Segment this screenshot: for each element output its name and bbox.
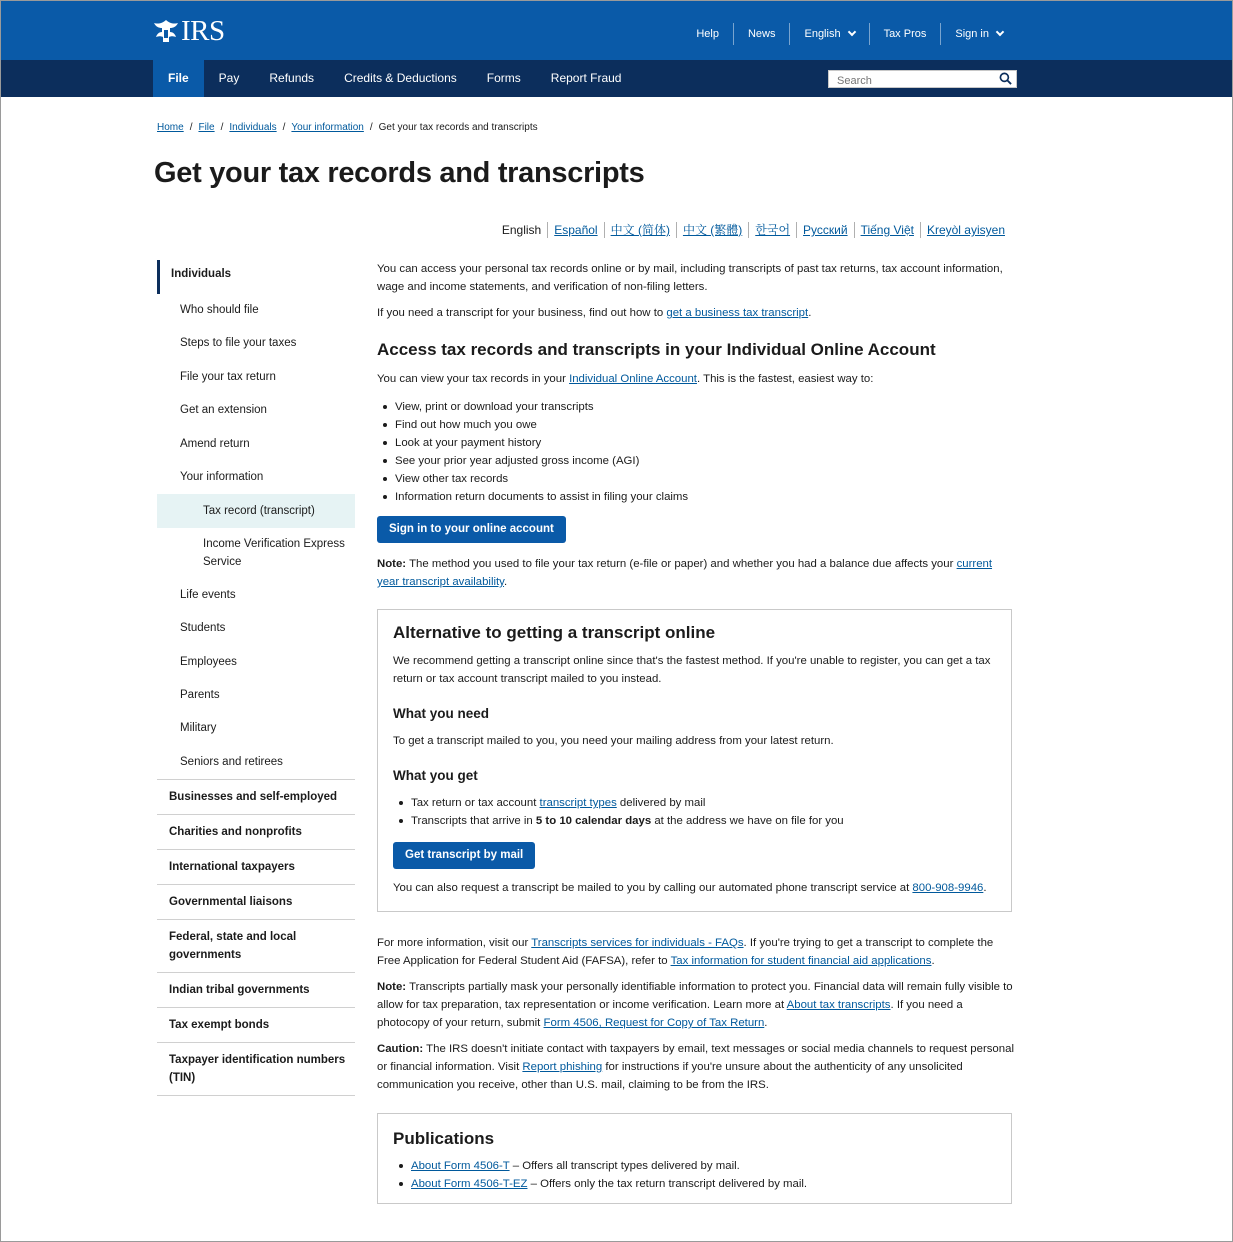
search-icon[interactable] [999,72,1012,85]
lang-chinese-simplified[interactable]: 中文 (简体) [604,222,676,238]
caution-paragraph [377,1040,1017,1094]
sidenav-steps-to-file[interactable]: Steps to file your taxes [180,337,297,350]
note2-mid: . If you need a photocopy of your return, submit [377,999,963,1029]
online-account-paragraph [377,370,1017,388]
note-label: Note: [377,558,407,570]
irs-logo[interactable] [153,17,225,45]
language-label: English [804,28,841,40]
online-account-heading: Access tax records and transcripts in your Individual Online Account [377,340,936,359]
nav-credits-deductions[interactable]: Credits & Deductions [344,71,457,85]
sidenav-who-should-file[interactable]: Who should file [180,304,259,316]
sidenav-tin[interactable]: Taxpayer identification numbers (TIN) [157,1042,355,1096]
publications-card [377,1113,1012,1204]
sidenav-amend-return[interactable]: Amend return [180,437,250,450]
intro-paragraph: You can access your personal tax records online or by mail, including transcripts of past tax returns, tax account information, wage and income statements, and verification of non-filing letters. [377,263,1003,293]
note-post: . [504,576,508,588]
caution-label: Caution: [377,1043,424,1055]
list-item [393,1157,996,1175]
breadcrumb [157,122,538,133]
what-you-get-heading: What you get [393,768,478,783]
breadcrumb-separator: / [189,122,193,133]
more-mid: . If you're trying to get a transcript to complete the Free Application for Federal Student Aid (FAFSA), refer to [377,937,994,967]
what-you-need-heading: What you need [393,706,490,721]
alternative-card [377,609,1012,912]
sidenav-get-extension[interactable]: Get an extension [180,404,267,417]
lang-chinese-traditional[interactable]: 中文 (繁體) [676,222,748,238]
sidenav-parents[interactable]: Parents [180,688,220,701]
breadcrumb-your-information[interactable]: Your information [291,122,364,133]
online-text: You can view your tax records in your [377,373,570,385]
online-post: . This is the fastest, easiest way to: [696,373,874,385]
sidenav-tribal[interactable]: Indian tribal governments [157,972,355,1007]
list-item: Information return documents to assist in filing your claims [377,488,1017,506]
list-item: Find out how much you owe [377,416,1017,434]
sidenav-your-information[interactable]: Your information [180,470,264,483]
breadcrumb-current: Get your tax records and transcripts [378,122,538,133]
list-item: Look at your payment history [377,434,1017,452]
phone-post: . [983,882,987,894]
more-text: For more information, visit our [377,937,532,949]
student-aid-link[interactable]: Tax information for student financial aid applications [670,955,932,967]
sidenav-life-events[interactable]: Life events [180,588,236,601]
lang-russian[interactable]: Русский [796,222,854,238]
individual-online-account-link[interactable]: Individual Online Account [569,373,697,385]
business-transcript-link[interactable]: get a business tax transcript [666,307,809,319]
list-item [393,812,996,830]
note2-label: Note: [377,981,407,993]
sidenav-military[interactable]: Military [180,722,217,735]
lang-haitian-creole[interactable]: Kreyòl ayisyen [920,222,1011,238]
phone-text: You can also request a transcript be mailed to you by calling our automated phone transcript service at [393,882,913,894]
transcript-types-link[interactable]: transcript types [539,797,617,809]
note-paragraph [377,555,1017,591]
main-nav [1,60,1232,97]
list-item: View, print or download your transcripts [377,398,1017,416]
nav-forms[interactable]: Forms [486,71,521,85]
nav-report-fraud[interactable]: Report Fraud [550,71,622,85]
form-4506tez-link[interactable]: About Form 4506-T-EZ [411,1178,528,1190]
form-4506t-link[interactable]: About Form 4506-T [411,1160,510,1172]
search-input[interactable] [829,73,994,89]
breadcrumb-file[interactable]: File [198,122,215,133]
side-nav [157,260,355,1096]
what-you-need-text: To get a transcript mailed to you, you need your mailing address from your latest return. [393,735,834,747]
about-tax-transcripts-link[interactable]: About tax transcripts [786,999,891,1011]
sidenav-businesses[interactable]: Businesses and self-employed [157,779,355,814]
lang-english: English [501,223,542,237]
nav-file[interactable]: File [153,60,204,97]
sidenav-students[interactable]: Students [180,622,226,635]
get-transcript-by-mail-button[interactable]: Get transcript by mail [393,842,535,869]
lang-korean[interactable]: 한국어 [748,222,796,238]
note2-text: Transcripts partially mask your personally identifiable information to protect you. Financial data will remain fully visible to allow for tax preparation, tax representation or income verification. Learn more at [377,981,1013,1011]
nav-pay[interactable]: Pay [218,71,240,85]
page-title: Get your tax records and transcripts [154,157,645,189]
help-link[interactable] [682,23,733,45]
sign-in-label: Sign in [955,28,989,40]
sidenav-tax-exempt-bonds[interactable]: Tax exempt bonds [157,1007,355,1042]
get-li1-text: Tax return or tax account [411,797,540,809]
breadcrumb-individuals[interactable]: Individuals [229,122,277,133]
sidenav-governmental-liaisons[interactable]: Governmental liaisons [157,884,355,919]
sidenav-income-verification[interactable]: Income Verification Express Service [203,538,345,569]
language-dropdown[interactable] [789,23,868,45]
phone-paragraph [393,879,996,897]
main-content [377,260,1017,1204]
phone-number-link[interactable]: 800-908-9946 [912,882,984,894]
chevron-down-icon [996,28,1004,36]
get-li2-text: Transcripts that arrive in [411,815,536,827]
business-post: . [808,307,812,319]
nav-refunds[interactable]: Refunds [269,71,315,85]
sidenav-seniors[interactable]: Seniors and retirees [180,755,283,768]
search-box [828,70,1017,88]
list-item [393,1175,996,1193]
note-text: The method you used to file your tax return (e-file or paper) and whether you had a balance due affects your [406,558,957,570]
current-year-availability-link[interactable]: current year transcript availability [377,558,993,588]
breadcrumb-home[interactable]: Home [157,122,184,133]
eagle-icon [153,18,179,44]
list-item [393,794,996,812]
tax-pros-label: Tax Pros [883,28,927,40]
lang-vietnamese[interactable]: Tiếng Việt [854,222,920,238]
business-paragraph [377,304,1017,322]
more-post: . [931,955,935,967]
top-header [1,1,1232,60]
breadcrumb-separator: / [369,122,373,133]
note2-paragraph [377,978,1017,1032]
sidenav-employees[interactable]: Employees [180,655,237,668]
news-label: News [747,28,776,40]
list-item: See your prior year adjusted gross income (AGI) [377,452,1017,470]
caution-text: The IRS doesn't initiate contact with taxpayers by email, text messages or social media channels to request personal or financial information. Visit [377,1043,1014,1073]
language-links [496,222,1011,238]
form-4506t-desc: – Offers all transcript types delivered by mail. [509,1160,740,1172]
breadcrumb-separator: / [220,122,224,133]
list-item: View other tax records [377,470,1017,488]
breadcrumb-separator: / [282,122,286,133]
online-benefits-list [377,398,1017,506]
lang-spanish[interactable]: Español [547,222,603,238]
sidenav-individuals[interactable]: Individuals [157,260,355,294]
sidenav-file-return[interactable]: File your tax return [180,370,276,383]
sidenav-tax-record[interactable]: Tax record (transcript) [157,494,355,527]
what-you-get-list [393,794,996,830]
sidenav-charities[interactable]: Charities and nonprofits [157,814,355,849]
form-4506tez-desc: – Offers only the tax return transcript delivered by mail. [527,1178,808,1190]
caution-post: for instructions if you're unsure about the authenticity of any unsolicited communication you receive, other than U.S. mail, claiming to be from the IRS. [377,1061,963,1091]
alternative-heading: Alternative to getting a transcript online [393,623,716,642]
alternative-intro: We recommend getting a transcript online since that's the fastest method. If you're unable to register, you can get a tax return or tax account transcript mailed to you instead. [393,655,991,685]
transcripts-faq-link[interactable]: Transcripts services for individuals - FAQs [531,937,744,949]
form-4506-link[interactable]: Form 4506, Request for Copy of Tax Return [543,1017,765,1029]
help-label: Help [696,28,719,40]
utility-nav [682,23,1017,45]
sidenav-international[interactable]: International taxpayers [157,849,355,884]
report-phishing-link[interactable]: Report phishing [522,1061,603,1073]
business-text: If you need a transcript for your business, find out how to [377,307,667,319]
more-info-paragraph [377,934,1017,970]
delivery-days: 5 to 10 calendar days [535,815,652,827]
sign-in-online-account-button[interactable]: Sign in to your online account [377,516,566,543]
get-li2-post: at the address we have on file for you [651,815,844,827]
publications-heading: Publications [393,1129,495,1148]
sign-in-dropdown[interactable] [940,23,1017,45]
publications-list [393,1157,996,1193]
logo-text: IRS [181,15,225,47]
sidenav-federal-state-local[interactable]: Federal, state and local governments [157,919,355,972]
chevron-down-icon [847,28,855,36]
get-li1-post: delivered by mail [616,797,706,809]
note2-post: . [764,1017,768,1029]
tax-pros-link[interactable] [869,23,941,45]
news-link[interactable] [733,23,790,45]
